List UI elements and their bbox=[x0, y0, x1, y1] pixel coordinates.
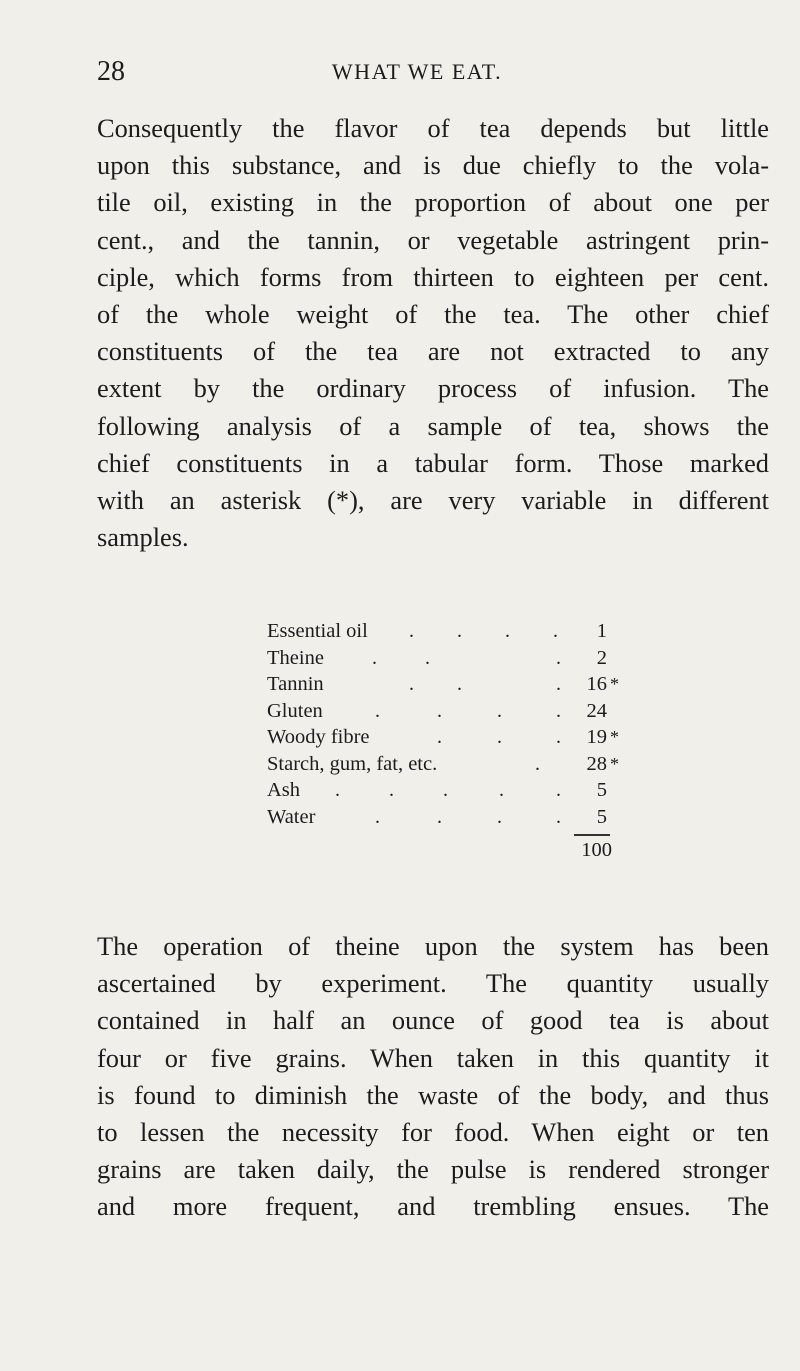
text-line: constituents of the tea are not extracted to any bbox=[97, 336, 769, 367]
table-row: Theine . . . 2 bbox=[267, 645, 627, 672]
variable-mark: * bbox=[610, 727, 619, 747]
text-line: samples. bbox=[97, 522, 189, 553]
text-line: The operation of theine upon the system has been bbox=[97, 931, 769, 961]
constituent-label: Gluten bbox=[267, 699, 323, 722]
text-line: of the whole weight of the tea. The other chief bbox=[97, 298, 769, 329]
text-line: upon this substance, and is due chiefly to the vola- bbox=[97, 150, 769, 181]
constituent-label: Woody fibre bbox=[267, 726, 370, 748]
table-row: Water . . . . 5 bbox=[267, 804, 627, 831]
text-line: is found to diminish the waste of the body, and thus bbox=[97, 1079, 769, 1110]
text-line: ascertained by experiment. The quantity usually bbox=[97, 968, 769, 999]
constituent-label: Water bbox=[267, 805, 316, 828]
table-row: Starch, gum, fat, etc. . 28 * bbox=[267, 751, 627, 778]
text-line: four or five grains. When taken in this quantity it bbox=[97, 1042, 769, 1073]
text-line: ciple, which forms from thirteen to eighteen per cent. bbox=[97, 261, 769, 292]
constituent-value: 28 bbox=[586, 752, 607, 775]
text-line: cent., and the tannin, or vegetable astringent prin- bbox=[97, 224, 769, 255]
constituent-value: 19 bbox=[586, 726, 607, 748]
variable-mark: * bbox=[610, 674, 619, 694]
paragraph-intro bbox=[97, 110, 769, 556]
constituent-value: 24 bbox=[586, 699, 607, 722]
constituent-value: 5 bbox=[596, 779, 607, 801]
table-row: Gluten . . . . 24 bbox=[267, 698, 627, 725]
text-line: to lessen the necessity for food. When eight or ten bbox=[97, 1116, 769, 1147]
text-line: following analysis of a sample of tea, shows the bbox=[97, 410, 769, 441]
text-line: chief constituents in a tabular form. Those marked bbox=[97, 447, 769, 478]
constituent-label: Theine bbox=[267, 646, 324, 669]
running-head: WHAT WE EAT. bbox=[331, 59, 503, 84]
total-value: 100 bbox=[581, 839, 612, 861]
constituent-label: Ash bbox=[267, 779, 301, 801]
page-number: 28 bbox=[97, 56, 125, 87]
constituent-value: 16 bbox=[586, 673, 607, 695]
text-line: with an asterisk (*), are very variable in different bbox=[97, 484, 769, 515]
constituent-value: 1 bbox=[596, 620, 607, 642]
text-line: Consequently the flavor of tea depends but little bbox=[97, 113, 769, 143]
constituent-label: Essential oil bbox=[267, 620, 368, 642]
text-line: extent by the ordinary process of infusion. The bbox=[97, 373, 769, 404]
variable-mark: * bbox=[610, 753, 619, 774]
total-rule bbox=[574, 834, 610, 836]
text-line: contained in half an ounce of good tea is about bbox=[97, 1005, 769, 1036]
tea-analysis-table bbox=[267, 618, 627, 862]
table-row: Essential oil . . . . 1 bbox=[267, 618, 627, 645]
table-row: Tannin . . . 16 * bbox=[267, 671, 627, 698]
text-line: grains are taken daily, the pulse is rendered stronger bbox=[97, 1154, 769, 1185]
constituent-label: Starch, gum, fat, etc. bbox=[267, 752, 438, 775]
table-row: Ash . . . . . 5 bbox=[267, 777, 627, 804]
text-line: and more frequent, and trembling ensues. The bbox=[97, 1191, 769, 1222]
table-total-row bbox=[267, 834, 627, 862]
text-line: tile oil, existing in the proportion of about one per bbox=[97, 187, 769, 218]
table-row: Woody fibre . . . 19 * bbox=[267, 724, 627, 751]
constituent-value: 5 bbox=[596, 805, 607, 828]
page-header bbox=[97, 54, 737, 90]
constituent-value: 2 bbox=[596, 646, 607, 669]
constituent-label: Tannin bbox=[267, 673, 324, 695]
paragraph-theine bbox=[97, 928, 769, 1226]
